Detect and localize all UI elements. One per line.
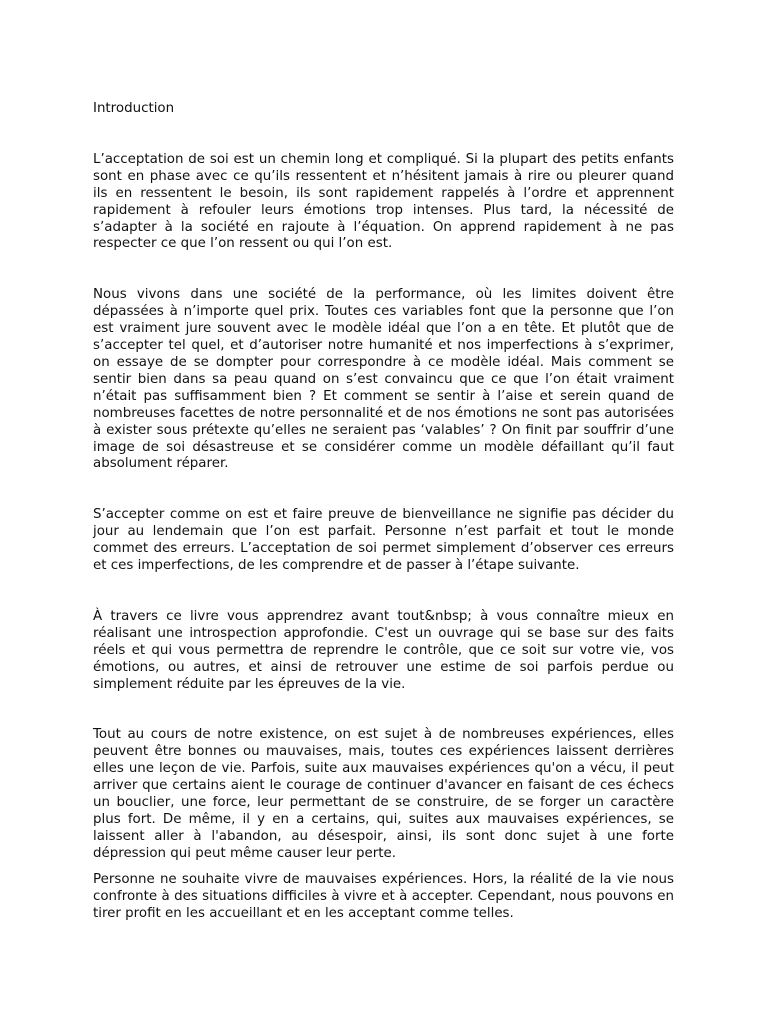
document-page bbox=[93, 101, 674, 922]
paragraph-performance-society: Nous vivons dans une société de la performance, où les limites doivent être dépassées à n’importe quel prix. Toutes ces variables font que la personne que l’on est vraiment jure souvent avec le modèle idéal que l’on a en tête. Et plutôt que de s’accepter tel quel, et d’autoriser notre humanité et nos imperfections à s’exprimer, on essaye de se dompter pour correspondre à ce modèle idéal. Mais comment se sentir bien dans sa peau quand on s’est convaincu que ce que l’on était vraiment n’était pas suffisamment bien ? Et comment se sentir à l’aise et serein quand de nombreuses facettes de notre personnalité et de nos émotions ne sont pas autorisées à exister sous prétexte qu’elles ne seraient pas ‘valables’ ? On finit par souffrir d’une image de soi désastreuse et se considérer comme un modèle défaillant qu’il faut absolument réparer. bbox=[93, 287, 674, 472]
paragraph-self-acceptance-intro: L’acceptation de soi est un chemin long et compliqué. Si la plupart des petits enfants sont en phase avec ce qu’ils ressentent et n’hésitent jamais à rire ou pleurer quand ils en ressentent le besoin, ils sont rapidement rappelés à l’ordre et apprennent rapidement à refouler leurs émotions trop intenses. Plus tard, la nécessité de s’adapter à la société en rajoute à l’équation. On apprend rapidement à ne pas respecter ce que l’on ressent ou qui l’on est. bbox=[93, 151, 674, 252]
paragraph-book-purpose: À travers ce livre vous apprendrez avant tout&nbsp; à vous connaître mieux en réalisant une introspection approfondie. C'est un ouvrage qui se base sur des faits réels et qui vous permettra de reprendre le contrôle, que ce soit sur votre vie, vos émotions, ou autres, et ainsi de retrouver une estime de soi parfois perdue ou simplement réduite par les épreuves de la vie. bbox=[93, 608, 674, 692]
paragraph-accepting-experiences: Personne ne souhaite vivre de mauvaises expériences. Hors, la réalité de la vie nous confronte à des situations difficiles à vivre et à accepter. Cependant, nous pouvons en tirer profit en les accueillant et en les acceptant comme telles. bbox=[93, 871, 674, 921]
paragraph-life-experiences: Tout au cours de notre existence, on est sujet à de nombreuses expériences, elles peuvent être bonnes ou mauvaises, mais, toutes ces expériences laissent derrières elles une leçon de vie. Parfois, suite aux mauvaises expériences qu'on a vécu, il peut arriver que certains aient le courage de continuer d'avancer en faisant de ces échecs un bouclier, une force, leur permettant de se construire, de se forger un caractère plus fort. De même, il y en a certains, qui, suites aux mauvaises expériences, se laissent aller à l'abandon, au désespoir, ainsi, ils sont donc sujet à une forte dépression qui peut même causer leur perte. bbox=[93, 727, 674, 861]
document-heading: Introduction bbox=[93, 101, 175, 116]
paragraph-benevolence: S’accepter comme on est et faire preuve de bienveillance ne signifie pas décider du jour au lendemain que l’on est parfait. Personne n’est parfait et tout le monde commet des erreurs. L’acceptation de soi permet simplement d’observer ces erreurs et ces imperfections, de les comprendre et de passer à l’étape suivante. bbox=[93, 507, 674, 574]
